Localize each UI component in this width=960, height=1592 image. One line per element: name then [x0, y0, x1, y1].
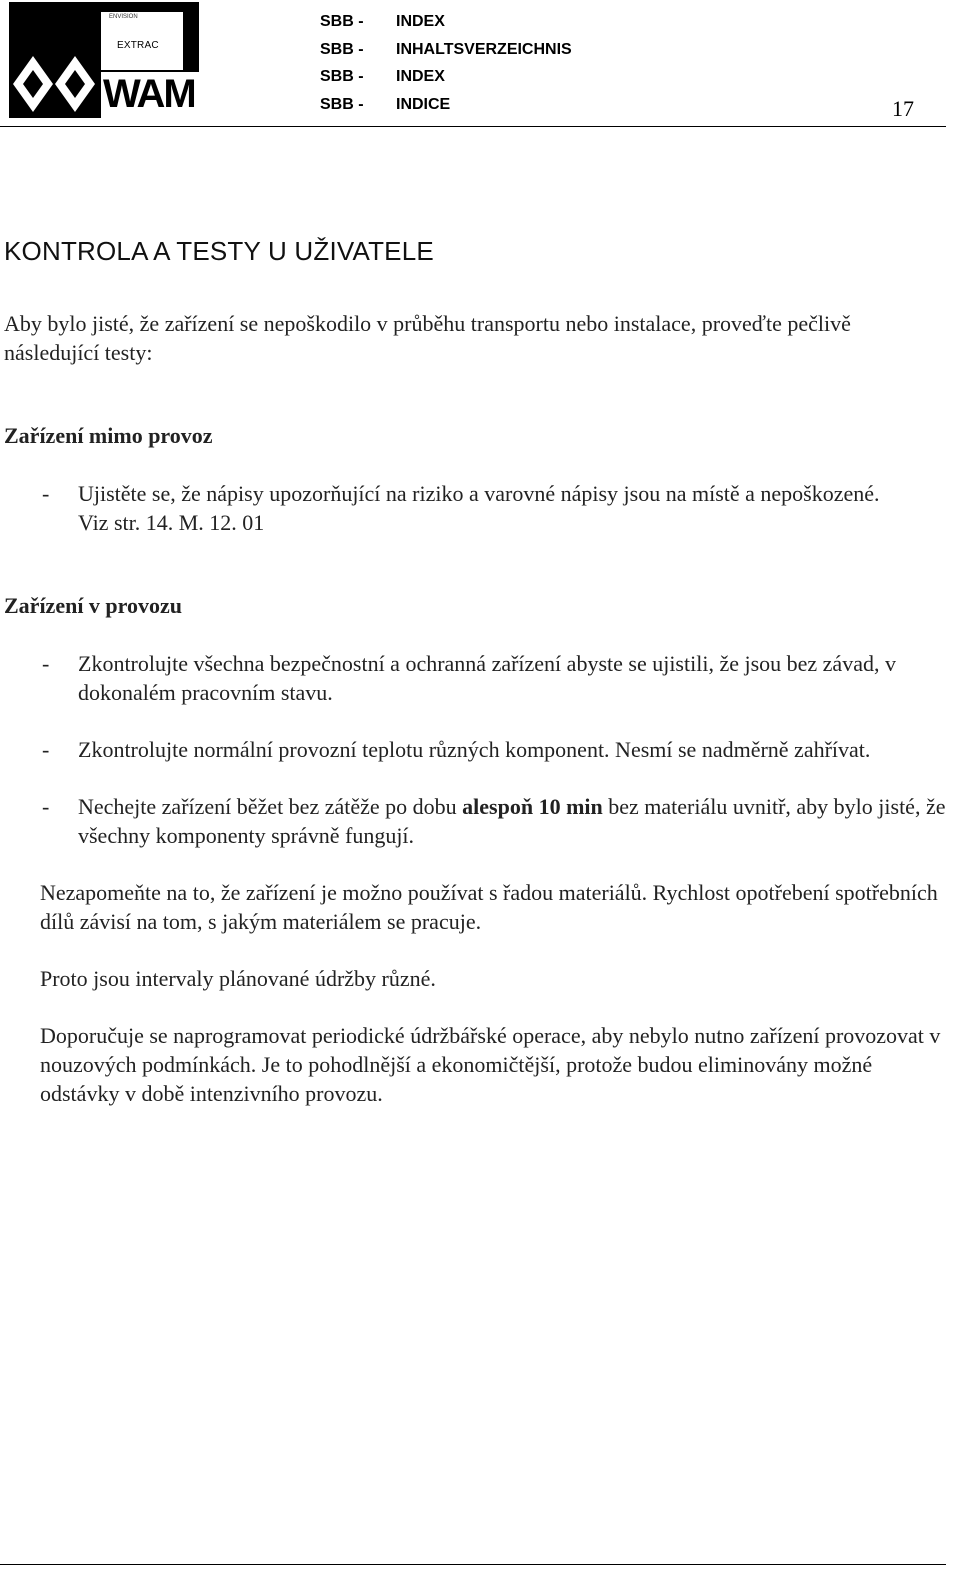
paragraph: Doporučuje se naprogramovat periodické údržbářské operace, aby nebylo nutno zařízení provozovat v nouzových podmínkách. Je to pohodlnější a ekonomičtější, protože budou eliminovány možné odstávky v době intenzivního provozu.	[40, 1023, 941, 1106]
logo-wam: WAM	[103, 72, 195, 116]
list-item: - Zkontrolujte normální provozní teplotu různých komponent. Nesmí se nadměrně zahřívat.	[42, 737, 871, 762]
logo-extrac: EXTRAC	[117, 40, 159, 51]
paragraph: Proto jsou intervaly plánované údržby různé.	[40, 966, 436, 991]
index-row: SBB - INHALTSVERZEICHNIS	[320, 40, 572, 58]
paragraph: Nezapomeňte na to, že zařízení je možno používat s řadou materiálů. Rychlost opotřebení spotřebních dílů závisí na tom, s jakým materiálem se pracuje.	[40, 880, 938, 934]
list-item: - Zkontrolujte všechna bezpečnostní a ochranná zařízení abyste se ujistili, že jsou bez závad, v dokonalém pracovním stavu.	[42, 651, 896, 705]
section-heading-on: Zařízení v provozu	[4, 593, 183, 618]
page-title: KONTROLA A TESTY U UŽIVATELE	[4, 236, 434, 266]
emphasis: alespoň 10 min	[462, 794, 603, 819]
header-divider	[0, 126, 946, 127]
logo-brand: ENVISION	[109, 14, 138, 20]
diamond-logo-icon	[11, 52, 101, 116]
reference-note: Viz str. 14. M. 12. 01	[78, 510, 265, 535]
sbb-index-list	[320, 8, 580, 118]
index-row: SBB - INDEX	[320, 68, 445, 85]
section-heading-off: Zařízení mimo provoz	[4, 423, 213, 448]
page-number: 17	[892, 96, 914, 121]
page-header	[0, 0, 960, 130]
index-row: SBB - INDEX	[320, 13, 445, 30]
page-content	[4, 236, 948, 1108]
intro-paragraph: Aby bylo jisté, že zařízení se nepoškodilo v průběhu transportu nebo instalace, proveďte pečlivě následující testy:	[4, 311, 851, 365]
list-item: - Nechejte zařízení běžet bez zátěže po dobu alespoň 10 min bez materiálu uvnitř, aby bylo jisté, že všechny komponenty správně fungují.	[42, 794, 946, 848]
wam-logo	[9, 2, 199, 118]
footer-divider	[0, 1564, 946, 1565]
index-row: SBB - INDICE	[320, 95, 451, 113]
list-item: - Ujistěte se, že nápisy upozorňující na riziko a varovné nápisy jsou na místě a nepoškozené.	[42, 481, 880, 506]
